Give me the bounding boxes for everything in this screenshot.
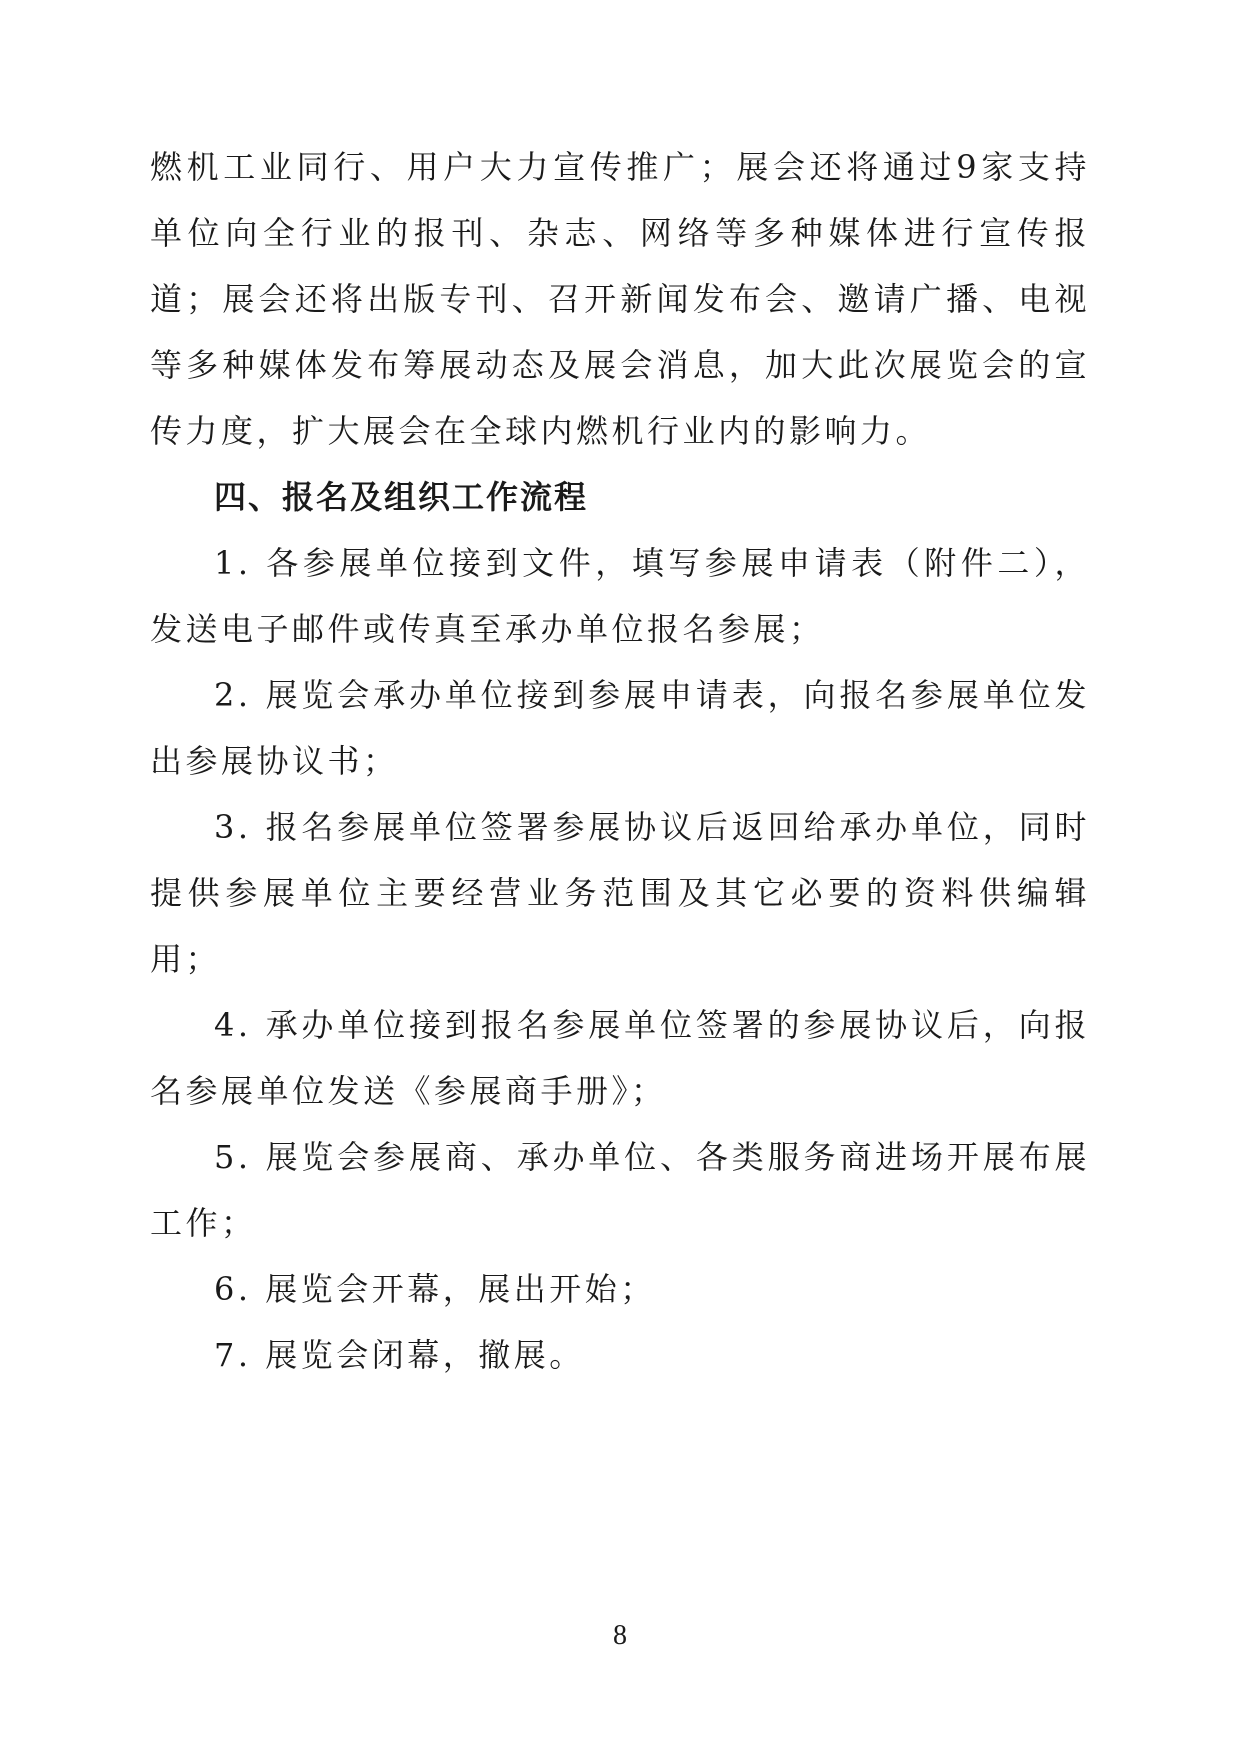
step-6: 6. 展览会开幕，展出开始； xyxy=(214,1270,656,1308)
step-5: 5. 展览会参展商、承办单位、各类服务商进场开展布展工作； xyxy=(150,1138,1090,1242)
page-body xyxy=(150,134,1090,1388)
step-7: 7. 展览会闭幕，撤展。 xyxy=(214,1336,585,1374)
step-1: 1. 各参展单位接到文件，填写参展申请表（附件二），发送电子邮件或传真至承办单位报名参展； xyxy=(150,544,1090,648)
section-heading: 四、报名及组织工作流程 xyxy=(214,478,589,516)
intro-paragraph: 燃机工业同行、用户大力宣传推广；展会还将通过9家支持单位向全行业的报刊、杂志、网络等多种媒体进行宣传报道；展会还将出版专刊、召开新闻发布会、邀请广播、电视等多种媒体发布筹展动态及展会消息，加大此次展览会的宣传力度，扩大展会在全球内燃机行业内的影响力。 xyxy=(150,148,1090,450)
step-3: 3. 报名参展单位签署参展协议后返回给承办单位，同时提供参展单位主要经营业务范围及其它必要的资料供编辑用； xyxy=(150,808,1090,978)
step-4: 4. 承办单位接到报名参展单位签署的参展协议后，向报名参展单位发送《参展商手册》； xyxy=(150,1006,1090,1110)
step-2: 2. 展览会承办单位接到参展申请表，向报名参展单位发出参展协议书； xyxy=(150,676,1090,780)
page-number: 8 xyxy=(613,1620,627,1651)
